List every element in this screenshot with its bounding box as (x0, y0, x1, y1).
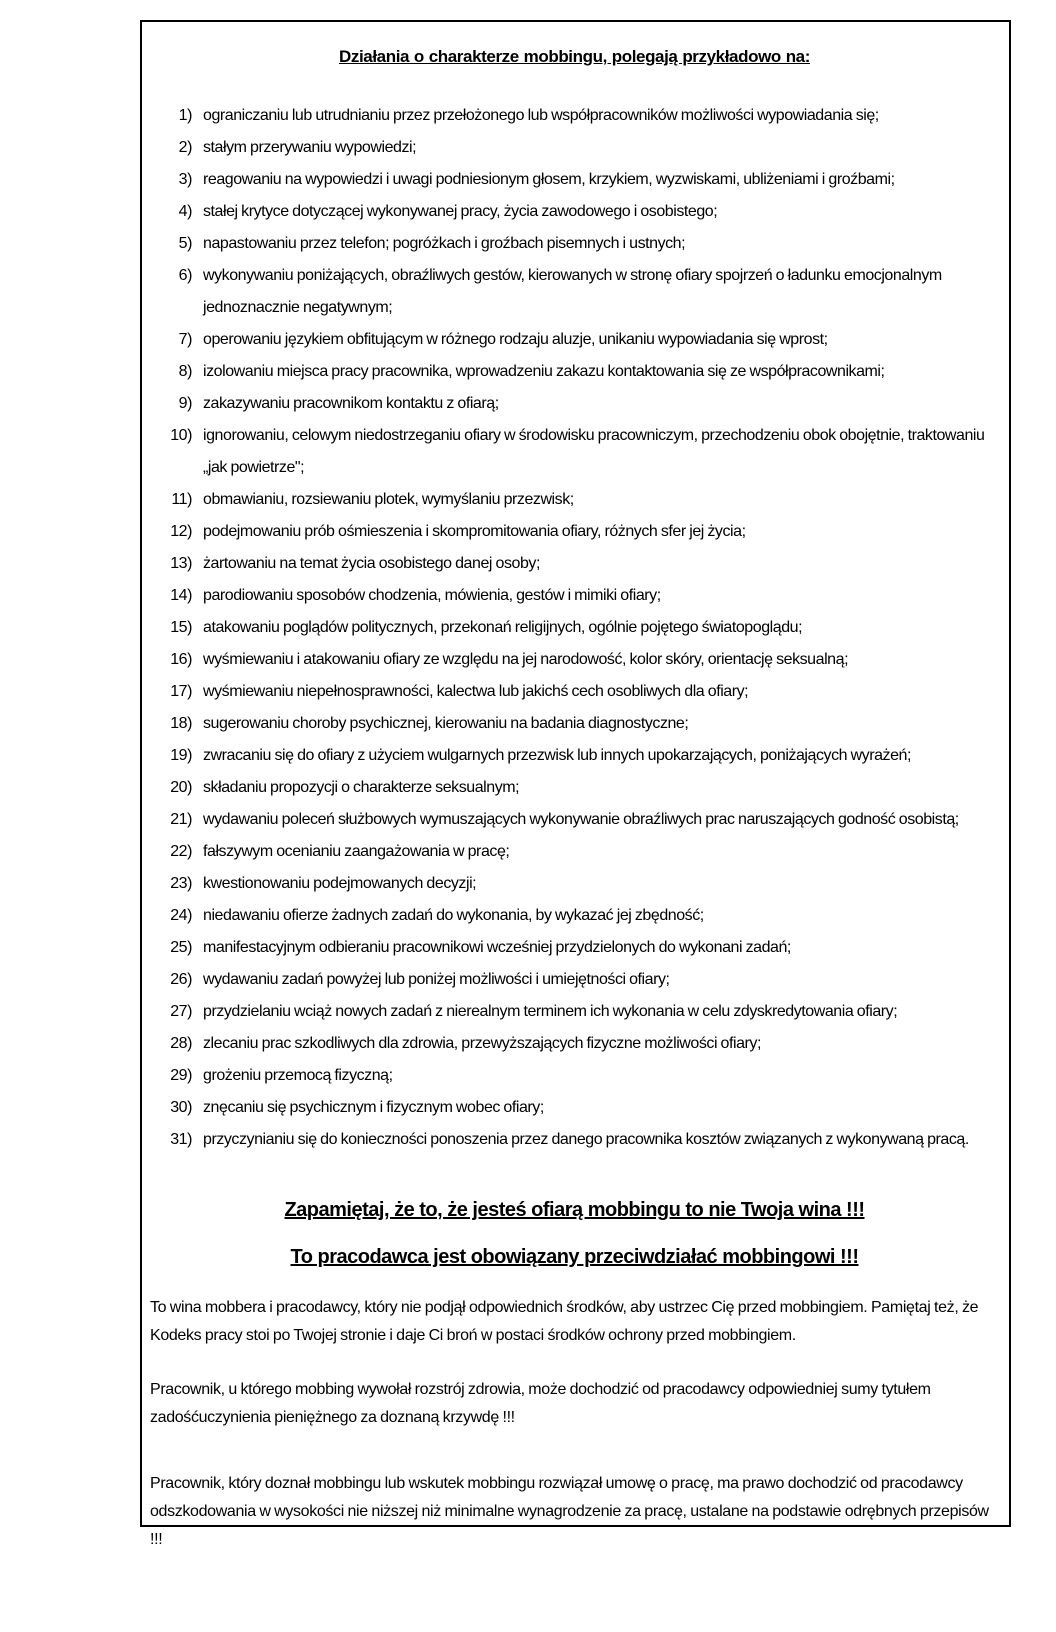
list-item (148, 740, 1001, 772)
list-item-text: podejmowaniu prób ośmieszenia i skompromitowania ofiary, różnych sfer jej życia; (203, 523, 746, 540)
list-item (148, 516, 1001, 548)
list-item-text: obmawianiu, rozsiewaniu plotek, wymyślaniu przezwisk; (203, 491, 574, 508)
document-border-box (140, 20, 1011, 1548)
list-item-number: 29) (170, 1067, 192, 1084)
list-item-text: stałej krytyce dotyczącej wykonywanej pracy, życia zawodowego i osobistego; (203, 203, 718, 220)
list-item-number: 28) (170, 1035, 192, 1052)
list-item-text: wydawaniu zadań powyżej lub poniżej możliwości i umiejętności ofiary; (203, 971, 670, 988)
list-item-text: wydawaniu poleceń służbowych wymuszających wykonywanie obraźliwych prac naruszających godność osobistą; (203, 811, 959, 828)
list-item (148, 548, 1001, 580)
list-item-number: 24) (170, 907, 192, 924)
list-item-text: żartowaniu na temat życia osobistego danej osoby; (203, 555, 540, 572)
paragraph-blame: To wina mobbera i pracodawcy, który nie podjął odpowiednich środków, aby ustrzec Cię przed mobbingiem. Pamiętaj też, że Kodeks pracy stoi po Twojej stronie i daje Ci broń w postaci środków ochrony przed mobbingiem. (150, 1299, 979, 1344)
list-item-number: 16) (170, 651, 192, 668)
list-item-number: 19) (170, 747, 192, 764)
list-item-number: 30) (170, 1099, 192, 1116)
list-item-text: stałym przerywaniu wypowiedzi; (203, 139, 417, 156)
list-item-text: przyczynianiu się do konieczności ponoszenia przez danego pracownika kosztów związanych z wykonywaną pracą. (203, 1131, 969, 1148)
list-item-number: 1) (178, 107, 192, 124)
list-item-text: wyśmiewaniu i atakowaniu ofiary ze względu na jej narodowość, kolor skóry, orientację seksualną; (203, 651, 849, 668)
list-item-number: 8) (178, 363, 192, 380)
list-item-text: wykonywaniu poniżających, obraźliwych gestów, kierowanych w stronę ofiary spojrzeń o ładunku emocjonalnym jednoznacznie negatywnym; (203, 267, 942, 316)
list-item (148, 164, 1001, 196)
list-item-number: 21) (170, 811, 192, 828)
list-item (148, 932, 1001, 964)
list-item (148, 356, 1001, 388)
list-item-number: 23) (170, 875, 192, 892)
list-item-number: 31) (170, 1131, 192, 1148)
list-item-text: fałszywym ocenianiu zaangażowania w pracę; (203, 843, 510, 860)
document-title: Działania o charakterze mobbingu, polegają przykładowo na: (338, 47, 811, 66)
list-item (148, 676, 1001, 708)
list-item-number: 6) (178, 267, 192, 284)
list-item-number: 5) (178, 235, 192, 252)
list-item-text: ograniczaniu lub utrudnianiu przez przełożonego lub współpracowników możliwości wypowiadania się; (203, 107, 879, 124)
list-item (148, 388, 1001, 420)
list-item-text: zakazywaniu pracownikom kontaktu z ofiarą; (203, 395, 499, 412)
list-item-number: 3) (178, 171, 192, 188)
list-item-number: 22) (170, 843, 192, 860)
list-item (148, 612, 1001, 644)
list-item (148, 324, 1001, 356)
list-item (148, 868, 1001, 900)
list-item (148, 196, 1001, 228)
list-item-text: sugerowaniu choroby psychicznej, kierowaniu na badania diagnostyczne; (203, 715, 689, 732)
list-item-text: niedawaniu ofierze żadnych zadań do wykonania, by wykazać jej zbędność; (203, 907, 704, 924)
list-item-number: 10) (170, 427, 192, 444)
list-item (148, 1028, 1001, 1060)
list-item-number: 14) (170, 587, 192, 604)
employer-duty-headline: To pracodawca jest obowiązany przeciwdziałać mobbingowi !!! (290, 1246, 859, 1268)
list-item-text: ignorowaniu, celowym niedostrzeganiu ofiary w środowisku pracowniczym, przechodzeniu obok obojętnie, traktowaniu „jak powietrze"; (203, 427, 985, 476)
list-item (148, 420, 1001, 484)
list-item-text: grożeniu przemocą fizyczną; (203, 1067, 393, 1084)
list-item (148, 772, 1001, 804)
list-item-number: 12) (170, 523, 192, 540)
list-item-text: reagowaniu na wypowiedzi i uwagi podniesionym głosem, krzykiem, wyzwiskami, ubliżeniami i groźbami; (203, 171, 895, 188)
list-item (148, 484, 1001, 516)
list-item (148, 100, 1001, 132)
paragraph-compensation: Pracownik, u którego mobbing wywołał rozstrój zdrowia, może dochodzić od pracodawcy odpowiedniej sumy tytułem zadośćuczynienia pieniężnego za doznaną krzywdę !!! (150, 1381, 931, 1426)
list-item (148, 580, 1001, 612)
mobbing-actions-list (148, 100, 1001, 1156)
list-item-number: 18) (170, 715, 192, 732)
list-item (148, 260, 1001, 324)
list-item (148, 964, 1001, 996)
victim-not-guilty-headline: Zapamiętaj, że to, że jesteś ofiarą mobbingu to nie Twoja wina !!! (284, 1199, 865, 1221)
list-item-number: 20) (170, 779, 192, 796)
list-item-text: znęcaniu się psychicznym i fizycznym wobec ofiary; (203, 1099, 544, 1116)
list-item-text: manifestacyjnym odbieraniu pracownikowi wcześniej przydzielonych do wykonani zadań; (203, 939, 791, 956)
list-item-number: 27) (170, 1003, 192, 1020)
list-item-text: operowaniu językiem obfitującym w różnego rodzaju aluzje, unikaniu wypowiadania się wprost; (203, 331, 828, 348)
list-item-number: 15) (170, 619, 192, 636)
list-item (148, 836, 1001, 868)
list-item-text: napastowaniu przez telefon; pogróżkach i groźbach pisemnych i ustnych; (203, 235, 686, 252)
list-item-number: 13) (170, 555, 192, 572)
list-item-number: 25) (170, 939, 192, 956)
list-item-text: zlecaniu prac szkodliwych dla zdrowia, przewyższających fizyczne możliwości ofiary; (203, 1035, 761, 1052)
list-item-number: 9) (178, 395, 192, 412)
paragraph-damages: Pracownik, który doznał mobbingu lub wskutek mobbingu rozwiązał umowę o pracę, ma prawo dochodzić od pracodawcy odszkodowania w wysokości nie niższej niż minimalne wynagrodzenie za pracę, ustalane na podstawie odrębnych przepisów !!! (150, 1475, 989, 1548)
list-item-number: 17) (170, 683, 192, 700)
list-item (148, 1060, 1001, 1092)
list-item-number: 2) (178, 139, 192, 156)
list-item-text: zwracaniu się do ofiary z użyciem wulgarnych przezwisk lub innych upokarzających, poniżających wyrażeń; (203, 747, 911, 764)
list-item (148, 644, 1001, 676)
list-item-number: 26) (170, 971, 192, 988)
list-item (148, 804, 1001, 836)
list-item-text: izolowaniu miejsca pracy pracownika, wprowadzeniu zakazu kontaktowania się ze współpracownikami; (203, 363, 885, 380)
list-item (148, 996, 1001, 1028)
list-item-number: 7) (178, 331, 192, 348)
list-item-text: atakowaniu poglądów politycznych, przekonań religijnych, ogólnie pojętego światopoglądu; (203, 619, 803, 636)
list-item (148, 1124, 1001, 1156)
list-item (148, 1092, 1001, 1124)
list-item (148, 708, 1001, 740)
list-item (148, 228, 1001, 260)
list-item-text: składaniu propozycji o charakterze seksualnym; (203, 779, 520, 796)
list-item-number: 4) (178, 203, 192, 220)
list-item (148, 900, 1001, 932)
list-item-text: parodiowaniu sposobów chodzenia, mówienia, gestów i mimiki ofiary; (203, 587, 661, 604)
list-item-text: przydzielaniu wciąż nowych zadań z nierealnym terminem ich wykonania w celu zdyskredytowania ofiary; (203, 1003, 898, 1020)
list-item-text: kwestionowaniu podejmowanych decyzji; (203, 875, 477, 892)
list-item-text: wyśmiewaniu niepełnosprawności, kalectwa lub jakichś cech osobliwych dla ofiary; (203, 683, 749, 700)
list-item-number: 11) (171, 491, 192, 508)
list-item (148, 132, 1001, 164)
